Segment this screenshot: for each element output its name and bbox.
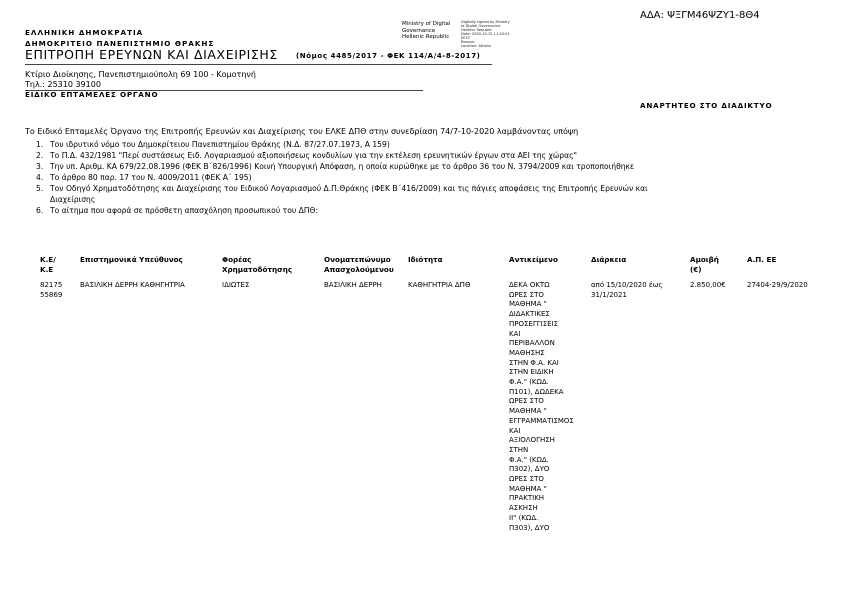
column-header-capacity: Ιδιότητα — [408, 255, 443, 264]
cell-responsible: ΒΑΣΙΛΙΚΗ ΔΕΡΡΗ ΚΑΘΗΓΗΤΡΙΑ — [80, 281, 185, 289]
list-item — [36, 205, 648, 216]
list-item-continuation — [36, 194, 648, 205]
cell-subject: ΔΕΚΑ ΟΚΤΩ ΩΡΕΣ ΣΤΟ ΜΑΘΗΜΑ " ΔΙΔΑΚΤΙΚΕΣ ΠΡΟΣΕΓΓΙΣΕΙΣ ΚΑΙ ΠΕΡΙΒΑΛΛΟΝ ΜΑΘΗΣΗΣ ΣΤΗΝ Φ.Α. ΚΑΙ ΣΤΗΝ ΕΙΔΙΚΗ Φ.Α." (ΚΩΔ. Π101), ΔΩΔΕΚΑ ΩΡΕΣ ΣΤΟ ΜΑΘΗΜΑ " ΕΓΓΡΑΜΜΑΤΙΣΜΟΣ ΚΑΙ ΑΞΙΟΛΟΓΗΣΗ ΣΤΗΝ Φ.Α." (ΚΩΔ. Π302), ΔΥΟ ΩΡΕΣ ΣΤΟ ΜΑΘΗΜΑ " ΠΡΑΚΤΙΚΗ ΑΣΚΗΣΗ ΙΙ" (ΚΩΔ. Π303), ΔΥΟ — [509, 281, 574, 532]
signature-detail: Digitally signed by Ministry — [461, 20, 510, 24]
header-organ: ΕΙΔΙΚΟ ΕΠΤΑΜΕΛΕΣ ΟΡΓΑΝΟ — [25, 90, 159, 99]
item-text: Το άρθρο 80 παρ. 17 του Ν. 4009/2011 (ΦΕΚ Α΄ 195) — [50, 173, 252, 182]
column-header-ke: Κ.Ε/ Κ.Ε — [40, 255, 56, 274]
signature-detail: EEST — [461, 36, 471, 40]
signature-detail: Date: 2020.10.15 11:20:01 — [461, 32, 510, 36]
column-header-duration: Διάρκεια — [591, 255, 627, 264]
header-committee: ΕΠΙΤΡΟΠΗ ΕΡΕΥΝΩΝ ΚΑΙ ΔΙΑΧΕΙΡΙΣΗΣ — [25, 47, 278, 62]
intro-paragraph: Το Ειδικό Επταμελές Όργανο της Επιτροπής Ερευνών και Διαχείρισης του ΕΛΚΕ ΔΠΘ στην συνεδρίαση 74/7-10-2020 λαμβάνοντας υπόψη — [25, 127, 579, 136]
header-country: ΕΛΛΗΝΙΚΗ ΔΗΜΟΚΡΑΤΙΑ — [25, 28, 144, 37]
column-header-subject: Αντικείμενο — [509, 255, 558, 264]
header-law-reference: (Νόμος 4485/2017 - ΦΕΚ 114/Α/4-8-2017) — [296, 52, 481, 60]
item-number: 1. — [36, 140, 44, 149]
signature-label: Hellenic Republic — [402, 34, 450, 40]
column-header-ap: Α.Π. ΕΕ — [747, 255, 777, 264]
cell-capacity: ΚΑΘΗΓΗΤΡΙΑ ΔΠΘ — [408, 281, 471, 289]
signature-labels — [402, 21, 450, 41]
item-text: Τον ιδρυτικό νόμο του Δημοκρίτειου Πανεπιστημίου Θράκης (Ν.Δ. 87/27.07.1973, Α 159) — [50, 140, 390, 149]
header-university: ΔΗΜΟΚΡΙΤΕΙΟ ΠΑΝΕΠΙΣΤΗΜΙΟ ΘΡΑΚΗΣ — [25, 39, 215, 48]
list-item — [36, 161, 648, 172]
list-item — [36, 150, 648, 161]
item-text: Το αίτημα που αφορά σε πρόσθετη απασχόληση προσωπικού του ΔΠΘ: — [50, 206, 319, 215]
item-number: 3. — [36, 162, 44, 171]
signature-detail: Reason: — [461, 40, 476, 44]
cell-ke: 82175 55869 — [40, 281, 63, 299]
item-number: 6. — [36, 206, 44, 215]
cell-name: ΒΑΣΙΛΙΚΗ ΔΕΡΡΗ — [324, 281, 382, 289]
list-item — [36, 172, 648, 183]
item-number: 5. — [36, 184, 44, 193]
signature-label: Ministry of Digital — [402, 21, 451, 27]
cell-duration: από 15/10/2020 έως 31/1/2021 — [591, 281, 663, 299]
header-address: Κτίριο Διοίκησης, Πανεπιστημιούπολη 69 100 - Κομοτηνή — [25, 70, 256, 79]
column-header-fee: Αμοιβή (€) — [690, 255, 719, 274]
list-item — [36, 139, 648, 150]
header-divider — [25, 64, 492, 65]
item-text: Τον Οδηγό Χρηματοδότησης και Διαχείρισης του Ειδικού Λογαριασμού Δ.Π.Θράκης (ΦΕΚ Β΄416/2009) και τις πάγιες αποφάσεις της Επιτροπής Ερευνών και — [50, 184, 648, 193]
cell-funder: ΙΔΙΩΤΕΣ — [222, 281, 250, 289]
ada-code: ΑΔΑ: ΨΞΓΜ46ΨΖΥ1-8Θ4 — [640, 10, 760, 21]
signature-detail: Hellenic Republic — [461, 28, 492, 32]
column-header-responsible: Επιστημονικά Υπεύθυνος — [80, 255, 183, 264]
item-text: Την υπ. Αριθμ. ΚΑ 679/22.08.1996 (ΦΕΚ Β΄826/1996) Κοινή Υπουργική Απόφαση, η οποία κυρώθηκε με το άρθρο 36 του Ν. 3794/2009 και τροποποιήθηκε — [50, 162, 635, 171]
signature-detail: of Digital Governance, — [461, 24, 502, 28]
signature-details — [461, 20, 510, 48]
publish-note: ΑΝΑΡΤΗΤΕΟ ΣΤΟ ΔΙΑΔΙΚΤΥΟ — [640, 101, 773, 110]
header-phone: Τηλ.: 25310 39100 — [25, 80, 101, 89]
cell-ap: 27404-29/9/2020 — [747, 281, 808, 289]
item-text: Το Π.Δ. 432/1981 "Περί συστάσεως Ειδ. Λογαριασμού αξιοποιήσεως κονδυλίων για την εκτέλεση ερευνητικών έργων στα ΑΕΙ της χώρας" — [50, 151, 578, 160]
item-number: 2. — [36, 151, 44, 160]
cell-fee: 2.850,00€ — [690, 281, 726, 289]
item-number: 4. — [36, 173, 44, 182]
list-item — [36, 183, 648, 194]
column-header-funder: Φορέας Χρηματοδότησης — [222, 255, 293, 274]
column-header-name: Ονοματεπώνυμο Απασχολούμενου — [324, 255, 394, 274]
considerations-list — [36, 139, 648, 216]
signature-label: Governance — [402, 27, 436, 34]
signature-detail: Location: Athens — [461, 44, 491, 48]
item-text: Διαχείρισης — [50, 195, 96, 204]
